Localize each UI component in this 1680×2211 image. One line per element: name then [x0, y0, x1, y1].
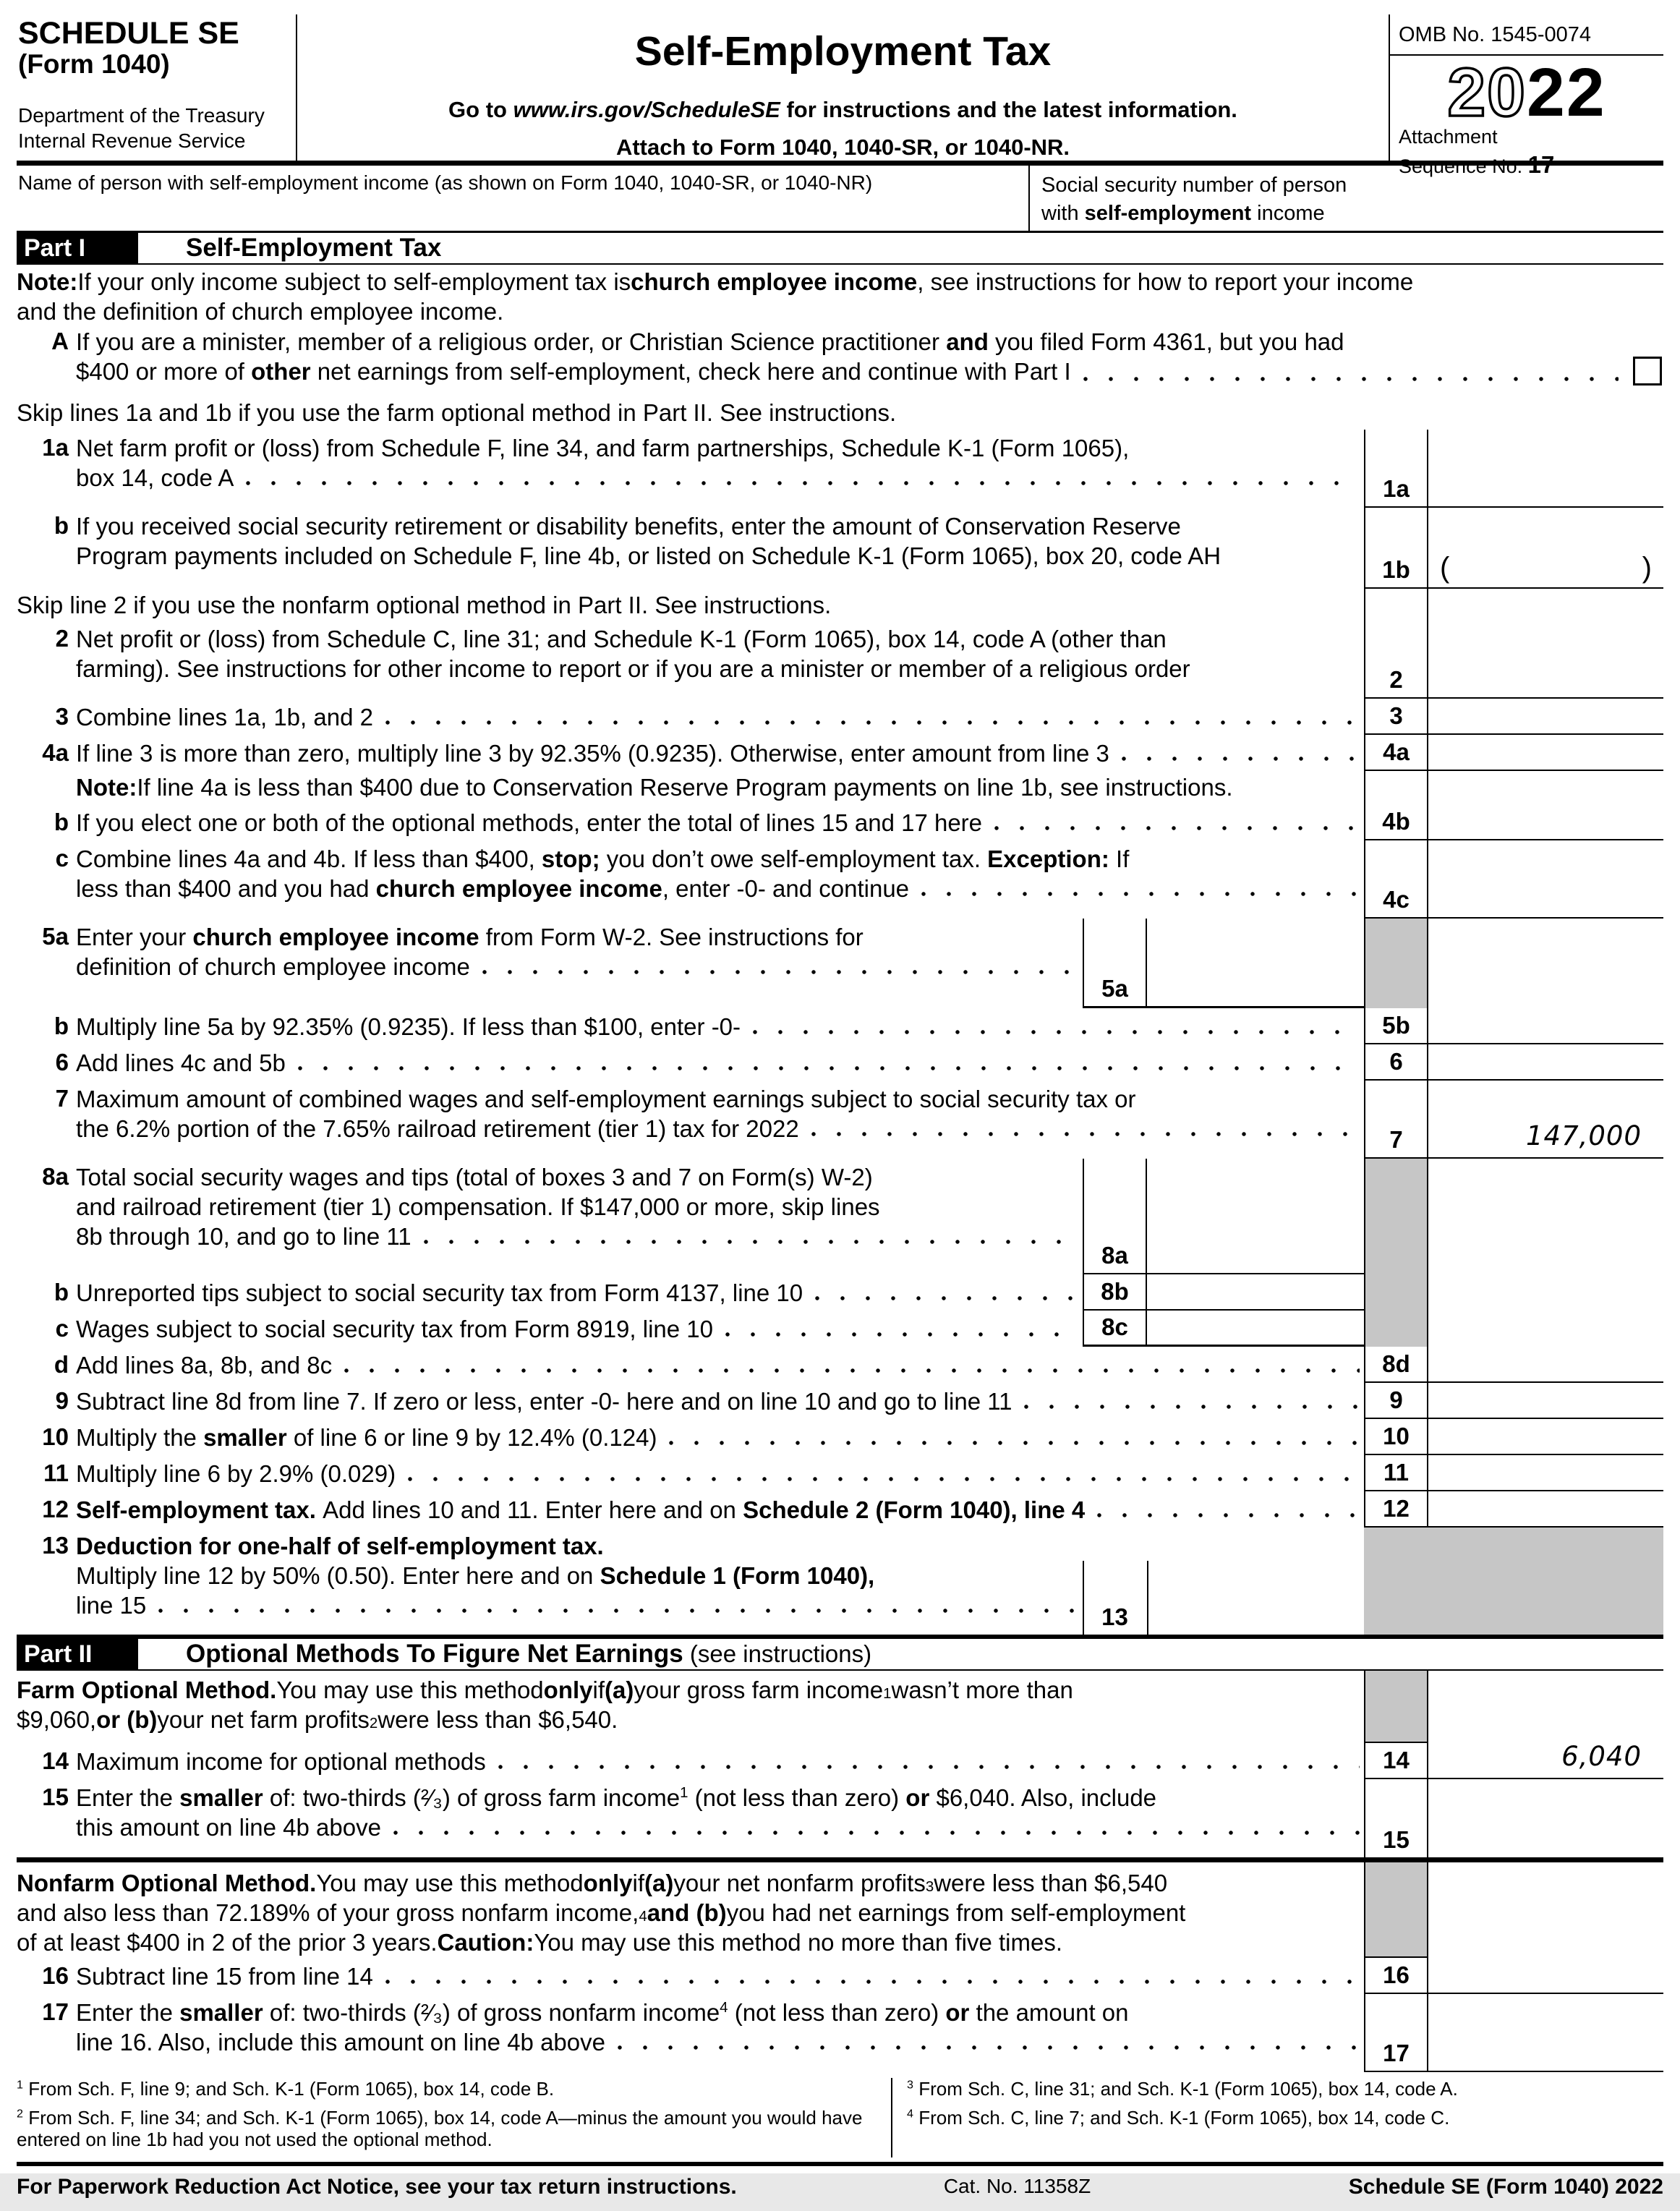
line-label-3: 3 — [1364, 699, 1428, 735]
row-4b: b If you elect one or both of the optional methods, enter the total of lines 15 and 17 here 4b — [17, 804, 1663, 840]
dotted-leader — [1121, 756, 1360, 762]
row-num: 13 — [42, 1532, 69, 1559]
amount-field-16[interactable] — [1428, 1958, 1663, 1994]
dotted-leader — [994, 825, 1360, 831]
dotted-leader — [482, 969, 1078, 975]
dotted-leader — [617, 2045, 1360, 2050]
name-field[interactable]: Name of person with self-employment income (as shown on Form 1040, 1040-SR, or 1040-NR) — [18, 171, 873, 194]
shaded-cell-8b — [1364, 1274, 1428, 1311]
row-13: 13 Deduction for one-half of self-employment tax. Multiply line 12 by 50% (0.50). Enter here and on Schedule 1 (Form 1040), line 15 13 — [17, 1528, 1663, 1635]
row-num: 14 — [42, 1747, 69, 1774]
row-8b: b Unreported tips subject to social security tax from Form 4137, line 10 8b — [17, 1274, 1663, 1311]
amount-column-5a — [1428, 919, 1663, 1008]
row-12: 12 Self-employment tax. Add lines 10 and 11. Enter here and on Schedule 2 (Form 1040), line 4 12 — [17, 1491, 1663, 1528]
label-column-spacer — [1364, 589, 1428, 621]
shaded-cell-nonfarm — [1364, 1862, 1428, 1958]
amount-field-3[interactable] — [1428, 699, 1663, 735]
dotted-leader — [725, 1332, 1078, 1337]
row-num: 4a — [42, 739, 69, 766]
line-label-16: 16 — [1364, 1958, 1428, 1994]
line-label-2: 2 — [1364, 621, 1428, 699]
line-label-15: 15 — [1364, 1779, 1428, 1857]
form-title: Self-Employment Tax — [634, 28, 1052, 74]
row-11: 11 Multiply line 6 by 2.9% (0.029) 11 — [17, 1455, 1663, 1491]
form-footer — [17, 2162, 1663, 2211]
inner-amount-field-5a[interactable] — [1147, 919, 1364, 1008]
dotted-leader — [814, 1295, 1078, 1301]
row-9: 9 Subtract line 8d from line 7. If zero or less, enter -0- here and on line 10 and go to line 11 9 — [17, 1383, 1663, 1419]
row-num: 2 — [55, 625, 69, 652]
form-number: (Form 1040) — [18, 49, 170, 80]
amount-field-2[interactable] — [1428, 621, 1663, 699]
row-1a: 1a Net farm profit or (loss) from Schedule F, line 34, and farm partnerships, Schedule K-1 (Form 1065), box 14, code A 1a — [17, 430, 1663, 508]
shaded-cell-5a — [1364, 919, 1428, 1008]
row-3: 3 Combine lines 1a, 1b, and 2 3 — [17, 699, 1663, 735]
attachment-sequence: Attachment Sequence No. 17 — [1399, 126, 1555, 178]
row-num: 10 — [42, 1423, 69, 1450]
note-paragraph: Note: If your only income subject to self-employment tax is church employee income , see instructions for how to report your income and the definition of church employee income. — [17, 268, 1414, 325]
paperwork-notice: For Paperwork Reduction Act Notice, see your tax return instructions. — [17, 2175, 737, 2199]
line-label-4a: 4a — [1364, 735, 1428, 771]
row-2: 2 Net profit or (loss) from Schedule C, line 31; and Schedule K-1 (Form 1065), box 14, code A (other than farming). See instructions for other income to report or if you are a minister or member of a religious order 2 — [17, 621, 1663, 699]
footnotes-right-column — [891, 2078, 1663, 2157]
row-num: 11 — [43, 1460, 69, 1486]
taxpayer-identity-row — [17, 166, 1663, 233]
year-outline-20: 20 — [1447, 54, 1527, 131]
dotted-leader — [1096, 1512, 1360, 1518]
inner-label-8a: 8a — [1083, 1159, 1147, 1274]
footnotes — [17, 2072, 1663, 2162]
row-A-text: If you are a minister, member of a religious order, or Christian Science practitioner and you filed Form 4361, but you had $400 or more of other net earnings from self-employment, check here and continue with Part I — [76, 327, 1663, 396]
part2-title: Optional Methods To Figure Net Earnings (see instructions) — [186, 1640, 872, 1668]
dotted-leader — [498, 1764, 1360, 1770]
row-8d: d Add lines 8a, 8b, and 8c 8d — [17, 1347, 1663, 1383]
row-num: b — [54, 512, 69, 539]
form-footer-id: Schedule SE (Form 1040) 2022 — [1348, 2175, 1663, 2199]
tax-year — [1390, 54, 1663, 131]
amount-field-6[interactable] — [1428, 1044, 1663, 1081]
inner-label-5a: 5a — [1083, 919, 1147, 1008]
dotted-leader — [921, 891, 1360, 897]
row-10: 10 Multiply the smaller of line 6 or line 9 by 12.4% (0.124) 10 — [17, 1419, 1663, 1455]
line-label-12: 12 — [1364, 1491, 1428, 1528]
inner-amount-field-8c[interactable] — [1147, 1311, 1364, 1347]
irs-name: Internal Revenue Service — [18, 129, 246, 152]
amount-field-4a[interactable] — [1428, 735, 1663, 771]
line-label-17: 17 — [1364, 1994, 1428, 2072]
amount-field-4c[interactable] — [1428, 840, 1663, 919]
footnote-1: $^1$ From Sch. F, line 9; and Sch. K-1 (Form 1065), box 14, code B. — [17, 2078, 555, 2100]
line-label-11: 11 — [1364, 1455, 1428, 1491]
row-4a: 4a If line 3 is more than zero, multiply line 3 by 92.35% (0.9235). Otherwise, enter amount from line 3 4a — [17, 735, 1663, 771]
year-solid-22: 22 — [1527, 54, 1606, 131]
amount-field-11[interactable] — [1428, 1455, 1663, 1491]
row-7: 7 Maximum amount of combined wages and self-employment earnings subject to social security tax or the 6.2% portion of the 7.65% railroad retirement (tier 1) tax for 2022 7 147,000 — [17, 1081, 1663, 1159]
dotted-leader — [158, 1608, 1078, 1614]
row-8a: 8a Total social security wages and tips (total of boxes 3 and 7 on Form(s) W-2) and railroad retirement (tier 1) compensation. If $147,000 or more, skip lines 8b through 10, and go to line 11 8a — [17, 1159, 1663, 1274]
line-label-4c: 4c — [1364, 840, 1428, 919]
row-num: 8a — [42, 1163, 69, 1190]
line-label-7: 7 — [1364, 1081, 1428, 1159]
inner-amount-field-8b[interactable] — [1147, 1274, 1364, 1311]
inner-amount-field-8a[interactable] — [1147, 1159, 1364, 1274]
row-num: 15 — [42, 1784, 69, 1810]
row-num: 6 — [55, 1049, 69, 1075]
omb-year-block — [1389, 14, 1663, 178]
amount-column-8c — [1428, 1311, 1663, 1347]
sequence-number: 17 — [1527, 151, 1555, 178]
amount-field-5b[interactable] — [1428, 1008, 1663, 1044]
dotted-leader — [1083, 376, 1619, 382]
row-16: 16 Subtract line 15 from line 14 16 — [17, 1958, 1663, 1994]
row-14: 14 Maximum income for optional methods 14 6,040 — [17, 1743, 1663, 1779]
dotted-leader — [1023, 1404, 1360, 1410]
amount-field-9[interactable] — [1428, 1383, 1663, 1419]
amount-column-farm — [1428, 1671, 1663, 1743]
part2-label: Part II — [17, 1639, 138, 1669]
dotted-leader — [245, 480, 1360, 486]
footnote-3: $^3$ From Sch. C, line 31; and Sch. K-1 (Form 1065), box 14, code A. — [907, 2078, 1458, 2100]
schedule-name: SCHEDULE SE — [18, 16, 239, 51]
amount-field-1a[interactable] — [1428, 430, 1663, 508]
amount-field-4b[interactable] — [1428, 804, 1663, 840]
line-label-1a: 1a — [1364, 430, 1428, 508]
row-num: b — [54, 1013, 69, 1039]
row-8c: c Wages subject to social security tax from Form 8919, line 10 8c — [17, 1311, 1663, 1347]
part1-title: Self-Employment Tax — [186, 234, 442, 262]
amount-field-17[interactable] — [1428, 1994, 1663, 2072]
inner-label-13: 13 — [1101, 1603, 1128, 1630]
amount-field-12[interactable] — [1428, 1491, 1663, 1528]
label-column-spacer — [1364, 771, 1428, 804]
amount-field-14[interactable] — [1428, 1743, 1663, 1779]
line-label-14: 14 — [1364, 1743, 1428, 1779]
line-label-1b: 1b — [1364, 508, 1428, 589]
row-15: 15 Enter the smaller of: two-thirds (²⁄₃) of gross farm income$^1$ (not less than zero) or $6,040. Also, include this amount on line 4b above 15 — [17, 1779, 1663, 1862]
dotted-leader — [297, 1065, 1360, 1071]
skip-1a-1b-paragraph: Skip lines 1a and 1b if you use the farm optional method in Part II. See instructions. — [17, 399, 897, 426]
inner-box-line — [1147, 1561, 1148, 1635]
inner-label-8b: 8b — [1083, 1274, 1147, 1311]
shaded-cell-8c — [1364, 1311, 1428, 1347]
line-A-checkbox[interactable] — [1633, 357, 1662, 385]
shaded-cell-8a — [1364, 1159, 1428, 1274]
dotted-leader — [385, 720, 1360, 725]
row-num-A: A — [51, 328, 69, 354]
amount-column-8a — [1428, 1159, 1663, 1274]
row-17: 17 Enter the smaller of: two-thirds (²⁄₃) of gross nonfarm income$^4$ (not less than zero) or the amount on line 16. Also, include this amount on line 4b above 17 — [17, 1994, 1663, 2072]
dotted-leader — [668, 1440, 1360, 1446]
dept-treasury: Department of the Treasury — [18, 104, 265, 127]
shaded-cell-farm — [1364, 1671, 1428, 1743]
row-A — [17, 323, 1663, 396]
row-num: 3 — [55, 703, 69, 730]
line-label-8d: 8d — [1364, 1347, 1428, 1383]
part2-bar — [17, 1635, 1663, 1671]
amount-value-14: 6,040 — [1561, 1741, 1642, 1772]
amount-value-7: 147,000 — [1525, 1120, 1642, 1151]
row-num: 1a — [42, 434, 69, 461]
farm-optional-method-paragraph: Farm Optional Method. You may use this method only if (a) your gross farm income 1 wasn’t more than $9,060, or (b) your net farm profits 2 were less than $6,540. — [17, 1671, 1663, 1743]
shaded-cell-13 — [1364, 1528, 1663, 1635]
dotted-leader — [752, 1029, 1360, 1035]
row-num: 17 — [42, 1998, 69, 2025]
row-num: 12 — [42, 1496, 69, 1522]
amount-column-nonfarm — [1428, 1862, 1663, 1958]
part1-bar — [17, 233, 1663, 265]
inner-label-8c: 8c — [1083, 1311, 1147, 1347]
row-num: 7 — [55, 1085, 69, 1112]
dotted-leader — [344, 1368, 1360, 1373]
skip-line-2-paragraph: Skip line 2 if you use the nonfarm optional method in Part II. See instructions. — [17, 589, 1663, 621]
dotted-leader — [385, 1979, 1360, 1985]
row-num: c — [55, 845, 69, 872]
footnote-2: $^2$ From Sch. F, line 34; and Sch. K-1 (Form 1065), box 14, code A—minus the amount you would have entered on line 1b had you not used the optional method. — [17, 2107, 863, 2150]
form-header — [17, 14, 1663, 178]
catalog-number: Cat. No. 11358Z — [943, 2175, 1091, 2197]
row-num: b — [54, 1279, 69, 1305]
part2-subtitle: (see instructions) — [683, 1640, 872, 1667]
amount-field-15[interactable] — [1428, 1779, 1663, 1857]
line-label-5b: 5b — [1364, 1008, 1428, 1044]
dotted-leader — [407, 1476, 1360, 1482]
dotted-leader — [393, 1830, 1360, 1836]
row-num: b — [54, 809, 69, 835]
amount-column-8b — [1428, 1274, 1663, 1311]
footnote-4: $^4$ From Sch. C, line 7; and Sch. K-1 (Form 1065), box 14, code C. — [907, 2107, 1450, 2129]
dotted-leader — [423, 1239, 1078, 1245]
go-to-instructions-line: Go to www.irs.gov/ScheduleSE for instructions and the latest information. — [448, 97, 1237, 122]
amount-field-8d[interactable] — [1428, 1347, 1663, 1383]
row-num: 5a — [42, 923, 69, 950]
row-5a: 5a Enter your church employee income from Form W-2. See instructions for definition of church employee income 5a — [17, 919, 1663, 1008]
form-id-block — [17, 14, 297, 161]
amount-field-1b[interactable]: ( ) — [1428, 508, 1663, 589]
part1-label: Part I — [17, 233, 138, 263]
amount-field-10[interactable] — [1428, 1419, 1663, 1455]
line-label-4b: 4b — [1364, 804, 1428, 840]
row-5b: b Multiply line 5a by 92.35% (0.9235). If less than $100, enter -0- 5b — [17, 1008, 1663, 1044]
line-label-10: 10 — [1364, 1419, 1428, 1455]
attach-to-line: Attach to Form 1040, 1040-SR, or 1040-NR. — [615, 135, 1070, 160]
row-4a-note: Note: If line 4a is less than $400 due to Conservation Reserve Program payments on line 1b, see instructions. — [17, 771, 1663, 804]
nonfarm-optional-method-paragraph: Nonfarm Optional Method. You may use this method only if (a) your net nonfarm profits 3 were less than $6,540 and also less than 72.189% of your gross nonfarm income, 4 and (b) you had net earnings from self-employment of at least $400 in 2 of the prior 3 years. Caution: You may use this method no more than five times. — [17, 1862, 1663, 1958]
ssn-field[interactable]: Social security number of person with self-employment income — [1028, 166, 1663, 231]
omb-number: OMB No. 1545-0074 — [1390, 14, 1663, 56]
line-label-9: 9 — [1364, 1383, 1428, 1419]
line-label-6: 6 — [1364, 1044, 1428, 1081]
row-num: d — [54, 1351, 69, 1378]
agency-names — [18, 103, 265, 153]
amount-field-7[interactable] — [1428, 1081, 1663, 1159]
footnotes-left-column — [17, 2078, 891, 2157]
row-num: 16 — [42, 1962, 69, 1989]
row-4c: c Combine lines 4a and 4b. If less than $400, stop; you don’t owe self-employment tax. Exception: If less than $400 and you had church employee income, enter -0- and continue 4c — [17, 840, 1663, 919]
row-num: 9 — [55, 1387, 69, 1414]
row-num: c — [55, 1315, 69, 1342]
row-1b: b If you received social security retirement or disability benefits, enter the amount of Conservation Reserve Program payments included on Schedule F, line 4b, or listed on Schedule K-1 (Form 1065), box 20, code AH 1b ( ) — [17, 508, 1663, 589]
row-6: 6 Add lines 4c and 5b 6 — [17, 1044, 1663, 1081]
dotted-leader — [811, 1131, 1360, 1137]
form-title-block — [297, 14, 1389, 161]
